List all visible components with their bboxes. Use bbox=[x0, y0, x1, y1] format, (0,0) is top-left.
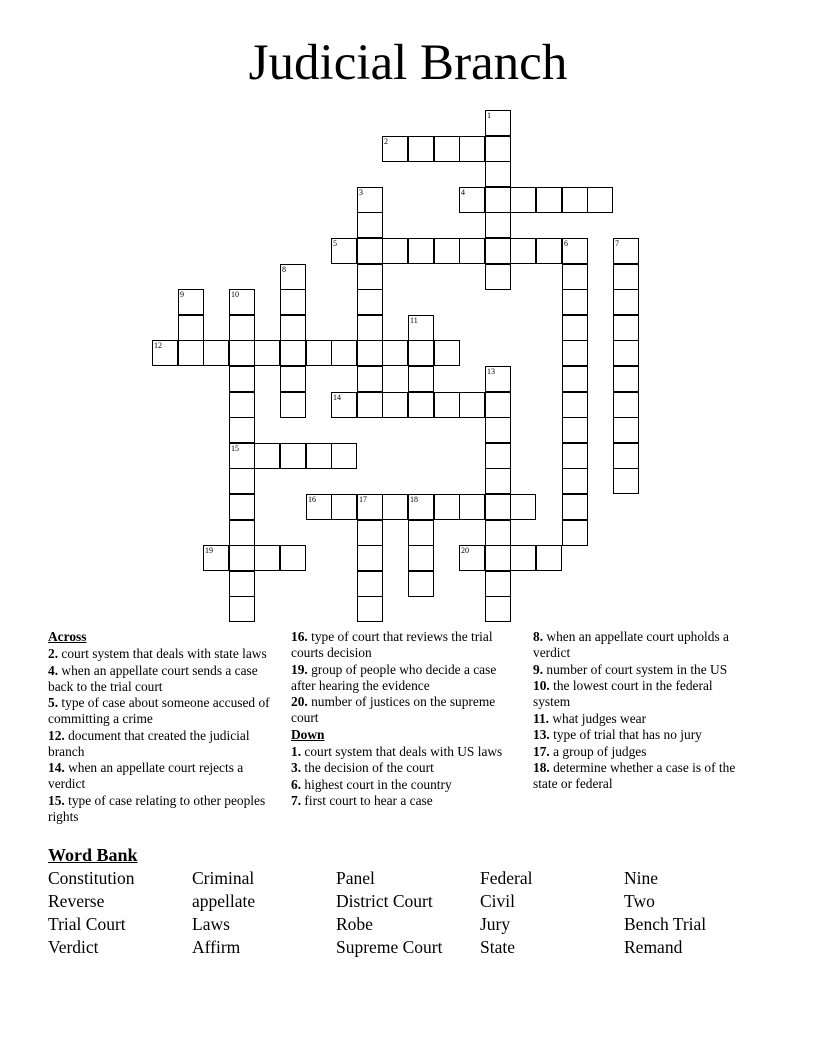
crossword-cell[interactable] bbox=[613, 392, 639, 418]
clue-number: 5 bbox=[333, 239, 337, 248]
crossword-cell[interactable] bbox=[485, 545, 511, 571]
clue-number: 15 bbox=[231, 444, 239, 453]
crossword-cell[interactable] bbox=[280, 264, 306, 290]
word-bank-item: Federal bbox=[480, 868, 533, 888]
crossword-cell[interactable] bbox=[229, 315, 255, 341]
crossword-cell[interactable] bbox=[203, 545, 229, 571]
crossword-cell[interactable] bbox=[382, 136, 408, 162]
crossword-cell[interactable] bbox=[357, 340, 383, 366]
word-bank-item: Trial Court bbox=[48, 914, 126, 934]
crossword-cell[interactable] bbox=[178, 289, 204, 315]
crossword-cell[interactable] bbox=[434, 340, 460, 366]
crossword-cell[interactable] bbox=[254, 340, 280, 366]
crossword-cell[interactable] bbox=[357, 264, 383, 290]
crossword-cell[interactable] bbox=[613, 315, 639, 341]
crossword-cell[interactable] bbox=[357, 238, 383, 264]
clue-number: 2 bbox=[384, 137, 388, 146]
crossword-cell[interactable] bbox=[229, 392, 255, 418]
clue-number: 9 bbox=[180, 290, 184, 299]
crossword-cell[interactable] bbox=[408, 520, 434, 546]
crossword-cell[interactable] bbox=[510, 545, 536, 571]
crossword-cell[interactable] bbox=[613, 238, 639, 264]
crossword-cell[interactable] bbox=[485, 443, 511, 469]
clue-item: 1. court system that deals with US laws bbox=[291, 743, 503, 759]
crossword-cell[interactable] bbox=[280, 340, 306, 366]
word-bank-item: Laws bbox=[192, 914, 230, 934]
crossword-cell[interactable] bbox=[382, 494, 408, 520]
clue-item: 3. the decision of the court bbox=[291, 760, 434, 775]
clues-column-1 bbox=[48, 629, 280, 825]
crossword-cell[interactable] bbox=[434, 136, 460, 162]
crossword-cell[interactable] bbox=[178, 340, 204, 366]
word-bank-title: Word Bank bbox=[48, 845, 138, 865]
crossword-cell[interactable] bbox=[587, 187, 613, 213]
crossword-cell[interactable] bbox=[408, 238, 434, 264]
crossword-cell[interactable] bbox=[510, 187, 536, 213]
clues-column-3 bbox=[533, 629, 751, 793]
crossword-cell[interactable] bbox=[562, 468, 588, 494]
crossword-cell[interactable] bbox=[485, 571, 511, 597]
crossword-cell[interactable] bbox=[229, 417, 255, 443]
crossword-cell[interactable] bbox=[382, 392, 408, 418]
crossword-cell[interactable] bbox=[459, 494, 485, 520]
down-header: Down bbox=[291, 726, 325, 742]
crossword-cell[interactable] bbox=[306, 340, 332, 366]
crossword-cell[interactable] bbox=[485, 136, 511, 162]
word-bank-item: Verdict bbox=[48, 937, 99, 957]
crossword-cell[interactable] bbox=[280, 289, 306, 315]
word-bank-item: Remand bbox=[624, 937, 683, 957]
crossword-cell[interactable] bbox=[408, 340, 434, 366]
crossword-cell[interactable] bbox=[485, 187, 511, 213]
word-bank-item: Constitution bbox=[48, 868, 135, 888]
crossword-cell[interactable] bbox=[562, 443, 588, 469]
crossword-cell[interactable] bbox=[485, 264, 511, 290]
crossword-cell[interactable] bbox=[357, 289, 383, 315]
crossword-cell[interactable] bbox=[229, 340, 255, 366]
clue-item: 2. court system that deals with state laws bbox=[48, 646, 267, 661]
crossword-cell[interactable] bbox=[434, 392, 460, 418]
word-bank-item: Jury bbox=[480, 914, 511, 934]
crossword-cell[interactable] bbox=[408, 392, 434, 418]
crossword-cell[interactable] bbox=[562, 238, 588, 264]
crossword-cell[interactable] bbox=[562, 289, 588, 315]
crossword-cell[interactable] bbox=[485, 417, 511, 443]
crossword-cell[interactable] bbox=[382, 238, 408, 264]
clue-item: 13. type of trial that has no jury bbox=[533, 727, 702, 742]
crossword-cell[interactable] bbox=[459, 545, 485, 571]
crossword-cell[interactable] bbox=[357, 212, 383, 238]
crossword-cell[interactable] bbox=[485, 596, 511, 622]
clue-number: 14 bbox=[333, 393, 341, 402]
crossword-cell[interactable] bbox=[459, 238, 485, 264]
crossword-cell[interactable] bbox=[562, 315, 588, 341]
page-title: Judicial Branch bbox=[248, 35, 568, 91]
crossword-cell[interactable] bbox=[485, 366, 511, 392]
crossword-cell[interactable] bbox=[536, 187, 562, 213]
clue-item: 18. determine whether a case is of the state or federal bbox=[533, 760, 736, 791]
crossword-cell[interactable] bbox=[331, 392, 357, 418]
crossword-cell[interactable] bbox=[229, 494, 255, 520]
crossword-cell[interactable] bbox=[408, 366, 434, 392]
crossword-cell[interactable] bbox=[331, 340, 357, 366]
crossword-cell[interactable] bbox=[280, 443, 306, 469]
word-bank-item: Two bbox=[624, 891, 655, 911]
crossword-cell[interactable] bbox=[485, 520, 511, 546]
word-bank-item: Panel bbox=[336, 868, 375, 888]
crossword-cell[interactable] bbox=[203, 340, 229, 366]
word-bank-item: State bbox=[480, 937, 515, 957]
crossword-cell[interactable] bbox=[152, 340, 178, 366]
clue-number: 7 bbox=[615, 239, 619, 248]
crossword-cell[interactable] bbox=[613, 264, 639, 290]
clue-number: 20 bbox=[461, 546, 469, 555]
crossword-cell[interactable] bbox=[357, 520, 383, 546]
clue-item: 20. number of justices on the supreme court bbox=[291, 694, 496, 725]
clue-item: 4. when an appellate court sends a case back to the trial court bbox=[48, 662, 258, 694]
crossword-cell[interactable] bbox=[562, 417, 588, 443]
crossword-cell[interactable] bbox=[562, 520, 588, 546]
clue-number: 13 bbox=[487, 367, 495, 376]
clue-number: 1 bbox=[487, 111, 491, 120]
crossword-cell[interactable] bbox=[357, 545, 383, 571]
crossword-cell[interactable] bbox=[562, 494, 588, 520]
clue-number: 6 bbox=[564, 239, 568, 248]
crossword-cell[interactable] bbox=[613, 443, 639, 469]
across-header: Across bbox=[48, 629, 87, 644]
crossword-cell[interactable] bbox=[306, 443, 332, 469]
clue-item: 10. the lowest court in the federal system bbox=[533, 678, 713, 709]
crossword-cell[interactable] bbox=[331, 494, 357, 520]
crossword-cell[interactable] bbox=[382, 340, 408, 366]
crossword-cell[interactable] bbox=[229, 571, 255, 597]
clue-number: 18 bbox=[410, 495, 418, 504]
clue-item: 6. highest court in the country bbox=[291, 776, 452, 792]
clue-item: 12. document that created the judicial branch bbox=[48, 727, 250, 759]
clue-number: 17 bbox=[359, 495, 367, 504]
crossword-cell[interactable] bbox=[331, 443, 357, 469]
crossword-cell[interactable] bbox=[280, 392, 306, 418]
crossword-cell[interactable] bbox=[536, 545, 562, 571]
clue-item: 7. first court to hear a case bbox=[291, 793, 433, 808]
crossword-cell[interactable] bbox=[306, 494, 332, 520]
crossword-cell[interactable] bbox=[408, 545, 434, 571]
crossword-cell[interactable] bbox=[357, 596, 383, 622]
crossword-cell[interactable] bbox=[485, 212, 511, 238]
word-bank-item: Bench Trial bbox=[624, 914, 707, 934]
crossword-cell[interactable] bbox=[562, 366, 588, 392]
clue-number: 3 bbox=[359, 188, 363, 197]
crossword-cell[interactable] bbox=[613, 417, 639, 443]
word-bank-item: Civil bbox=[480, 891, 516, 911]
crossword-cell[interactable] bbox=[331, 238, 357, 264]
word-bank-item: appellate bbox=[192, 891, 256, 911]
word-bank-item: Supreme Court bbox=[336, 937, 443, 957]
crossword-cell[interactable] bbox=[178, 315, 204, 341]
word-bank-item: District Court bbox=[336, 891, 433, 911]
clue-number: 10 bbox=[231, 290, 239, 299]
word-bank-item: Nine bbox=[624, 868, 659, 888]
crossword-cell[interactable] bbox=[459, 136, 485, 162]
crossword-cell[interactable] bbox=[229, 468, 255, 494]
clue-item: 14. when an appellate court rejects a verdict bbox=[48, 760, 244, 791]
clue-item: 19. group of people who decide a case after hearing the evidence bbox=[291, 661, 497, 693]
crossword-cell[interactable] bbox=[459, 187, 485, 213]
word-bank-item: Robe bbox=[336, 914, 373, 934]
crossword-cell[interactable] bbox=[357, 315, 383, 341]
crossword-cell[interactable] bbox=[613, 289, 639, 315]
crossword-cell[interactable] bbox=[229, 443, 255, 469]
clue-number: 16 bbox=[308, 495, 316, 504]
crossword-cell[interactable] bbox=[459, 392, 485, 418]
crossword-cell[interactable] bbox=[613, 468, 639, 494]
crossword-cell[interactable] bbox=[434, 494, 460, 520]
clue-item: 9. number of court system in the US bbox=[533, 661, 728, 677]
crossword-cell[interactable] bbox=[485, 494, 511, 520]
crossword-cell[interactable] bbox=[485, 110, 511, 136]
crossword-cell[interactable] bbox=[229, 596, 255, 622]
clue-item: 11. what judges wear bbox=[533, 710, 647, 726]
crossword-cell[interactable] bbox=[613, 340, 639, 366]
crossword-cell[interactable] bbox=[408, 136, 434, 162]
crossword-cell[interactable] bbox=[229, 366, 255, 392]
clues-column-2 bbox=[291, 629, 523, 810]
crossword-cell[interactable] bbox=[357, 187, 383, 213]
clue-item: 5. type of case about someone accused of committing a crime bbox=[48, 695, 270, 726]
crossword-cell[interactable] bbox=[254, 545, 280, 571]
crossword-cell[interactable] bbox=[485, 161, 511, 187]
crossword-cell[interactable] bbox=[280, 315, 306, 341]
crossword-cell[interactable] bbox=[280, 366, 306, 392]
crossword-cell[interactable] bbox=[510, 238, 536, 264]
crossword-cell[interactable] bbox=[485, 238, 511, 264]
crossword-cell[interactable] bbox=[562, 392, 588, 418]
crossword-cell[interactable] bbox=[562, 340, 588, 366]
crossword-cell[interactable] bbox=[357, 571, 383, 597]
crossword-cell[interactable] bbox=[408, 315, 434, 341]
crossword-cell[interactable] bbox=[485, 392, 511, 418]
crossword-cell[interactable] bbox=[357, 494, 383, 520]
crossword-cell[interactable] bbox=[357, 392, 383, 418]
crossword-cell[interactable] bbox=[562, 264, 588, 290]
word-bank-item: Affirm bbox=[192, 937, 241, 957]
crossword-cell[interactable] bbox=[485, 468, 511, 494]
crossword-cell[interactable] bbox=[229, 289, 255, 315]
word-bank-item: Criminal bbox=[192, 868, 255, 888]
crossword-cell[interactable] bbox=[434, 238, 460, 264]
clue-number: 11 bbox=[410, 316, 418, 325]
clue-number: 8 bbox=[282, 265, 286, 274]
crossword-cell[interactable] bbox=[408, 571, 434, 597]
crossword-cell[interactable] bbox=[254, 443, 280, 469]
clue-item: 8. when an appellate court upholds a verdict bbox=[533, 629, 729, 660]
clue-item: 17. a group of judges bbox=[533, 743, 647, 759]
clue-item: 15. type of case relating to other peoples rights bbox=[48, 792, 266, 824]
clue-number: 4 bbox=[461, 188, 465, 197]
clue-number: 19 bbox=[205, 546, 213, 555]
crossword-cell[interactable] bbox=[280, 545, 306, 571]
crossword-cell[interactable] bbox=[408, 494, 434, 520]
crossword-cell[interactable] bbox=[536, 238, 562, 264]
crossword-cell[interactable] bbox=[613, 366, 639, 392]
crossword-cell[interactable] bbox=[510, 494, 536, 520]
clue-item: 16. type of court that reviews the trial courts decision bbox=[291, 629, 493, 660]
crossword-cell[interactable] bbox=[229, 520, 255, 546]
crossword-cell[interactable] bbox=[229, 545, 255, 571]
clue-number: 12 bbox=[154, 341, 162, 350]
word-bank-item: Reverse bbox=[48, 891, 105, 911]
crossword-cell[interactable] bbox=[562, 187, 588, 213]
crossword-cell[interactable] bbox=[357, 366, 383, 392]
